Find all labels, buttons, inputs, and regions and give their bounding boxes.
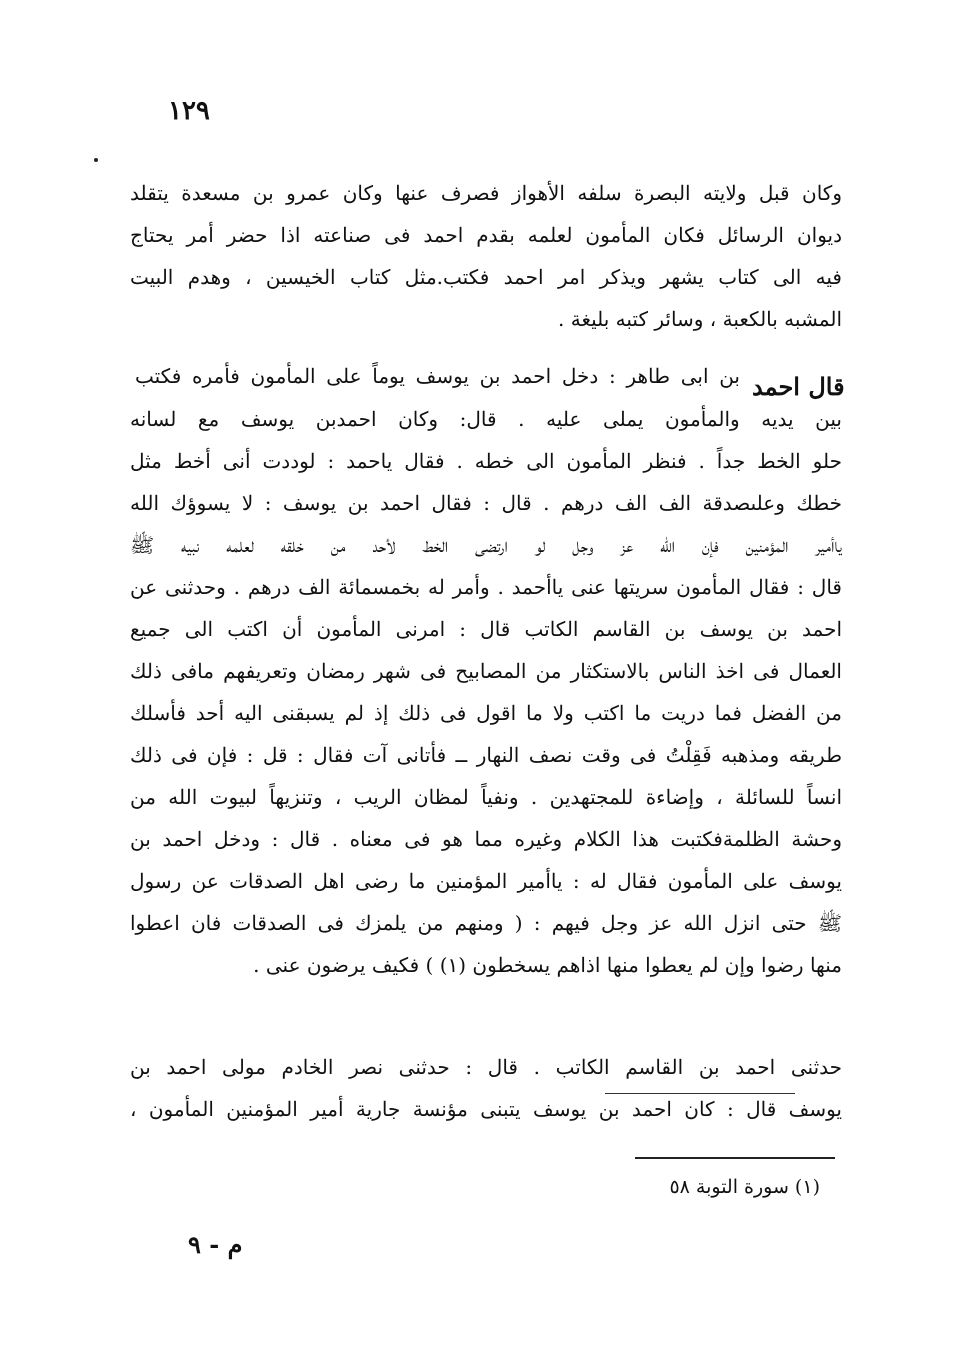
stray-dot (94, 158, 98, 162)
footnote-divider (635, 1157, 835, 1159)
text-line: ديوان الرسائل فكان المأمون لعلمه بقدم احمد فى صناعته اذا حضر أمر يحتاج (130, 223, 842, 247)
signature-mark: م - ٩ (188, 1230, 243, 1259)
text-line: منها رضوا وإن لم يعطوا منها اذاهم يسخطون (١) ) فكيف يرضون عنى . (253, 953, 842, 977)
text-line: يوسف قال : كان احمد بن يوسف يتبنى مؤنسة جارية أمير المؤمنين المأمون ، (130, 1097, 842, 1121)
text-line: انساً للسائلة ، وإضاءة للمجتهدين . ونفياً لمظان الريب ، وتنزيهاً لبيوت الله من (130, 785, 842, 809)
text-line: حلو الخط جداً . فنظر المأمون الى خطه . فقال ياحمد : لوددت أنى أخط مثل (130, 449, 842, 473)
underline-rule (605, 1093, 795, 1094)
paragraph-1 (130, 172, 842, 340)
text-line: بين يديه والمأمون يملى عليه . قال: وكان احمدبن يوسف مع لسانه (130, 407, 842, 431)
paragraph-3 (130, 1046, 842, 1130)
paragraph-2-first-line (135, 355, 740, 397)
text-line: ﷺ حتى انزل الله عز وجل فيهم : ( ومنهم من يلمزك فى الصدقات فان اعطوا (130, 911, 842, 935)
margin-note: قال احمد (752, 372, 845, 401)
text-line: وحشة الظلمةفكتبت هذا الكلام وغيره مما هو فى معناه . قال : ودخل احمد بن (130, 827, 842, 851)
text-line: بن ابى طاهر : دخل احمد بن يوسف يوماً على المأمون فأمره فكتب (135, 364, 740, 388)
text-line: حدثنى احمد بن القاسم الكاتب . قال : حدثنى نصر الخادم مولى احمد بن (130, 1055, 842, 1079)
text-line: طريقه ومذهبه فَقِلْتُ فى وقت نصف النهار ــ فأتانى آت فقال : قل : فإن فى ذلك (130, 743, 842, 767)
text-line: احمد بن يوسف بن القاسم الكاتب قال : امرنى المأمون أن اكتب الى جميع (130, 617, 842, 641)
page-number: ١٢٩ (168, 96, 210, 126)
paragraph-2 (130, 398, 842, 986)
text-line: من الفضل فما دريت ما اكتب ولا ما اقول فى ذلك إذ لم يسبقنى اليه أحد فأسلك (130, 701, 842, 725)
text-line: يوسف على المأمون فقال له : ياأمير المؤمنين ما رضى اهل الصدقات عن رسول (130, 869, 842, 893)
footnote: (١) سورة التوبة ٥٨ (669, 1176, 820, 1198)
text-line: فيه الى كتاب يشهر ويذكر امر احمد فكتب.مثل كتاب الخيسين ، وهدم البيت (130, 265, 842, 289)
text-line: خطك وعلىصدقة الف الف درهم . قال : فقال احمد بن يوسف : لا يسوؤك الله (130, 491, 842, 515)
text-line: ياأمير المؤمنين فإن الله عز وجل لو ارتضى الخط لأحد من خلقه لعلمه نبيه ﷺ (130, 533, 842, 557)
text-line: العمال فى اخذ الناس بالاستكثار من المصابيح فى شهر رمضان وتعريفهم مافى ذلك (130, 659, 842, 683)
text-line: وكان قبل ولايته البصرة سلفه الأهواز فصرف عنها وكان عمرو بن مسعدة يتقلد (130, 181, 842, 205)
text-line: قال : فقال المأمون سريتها عنى ياأحمد . وأمر له بخمسمائة الف درهم . وحدثنى عن (130, 575, 842, 599)
text-line: المشبه بالكعبة ، وسائر كتبه بليغة . (558, 307, 842, 331)
